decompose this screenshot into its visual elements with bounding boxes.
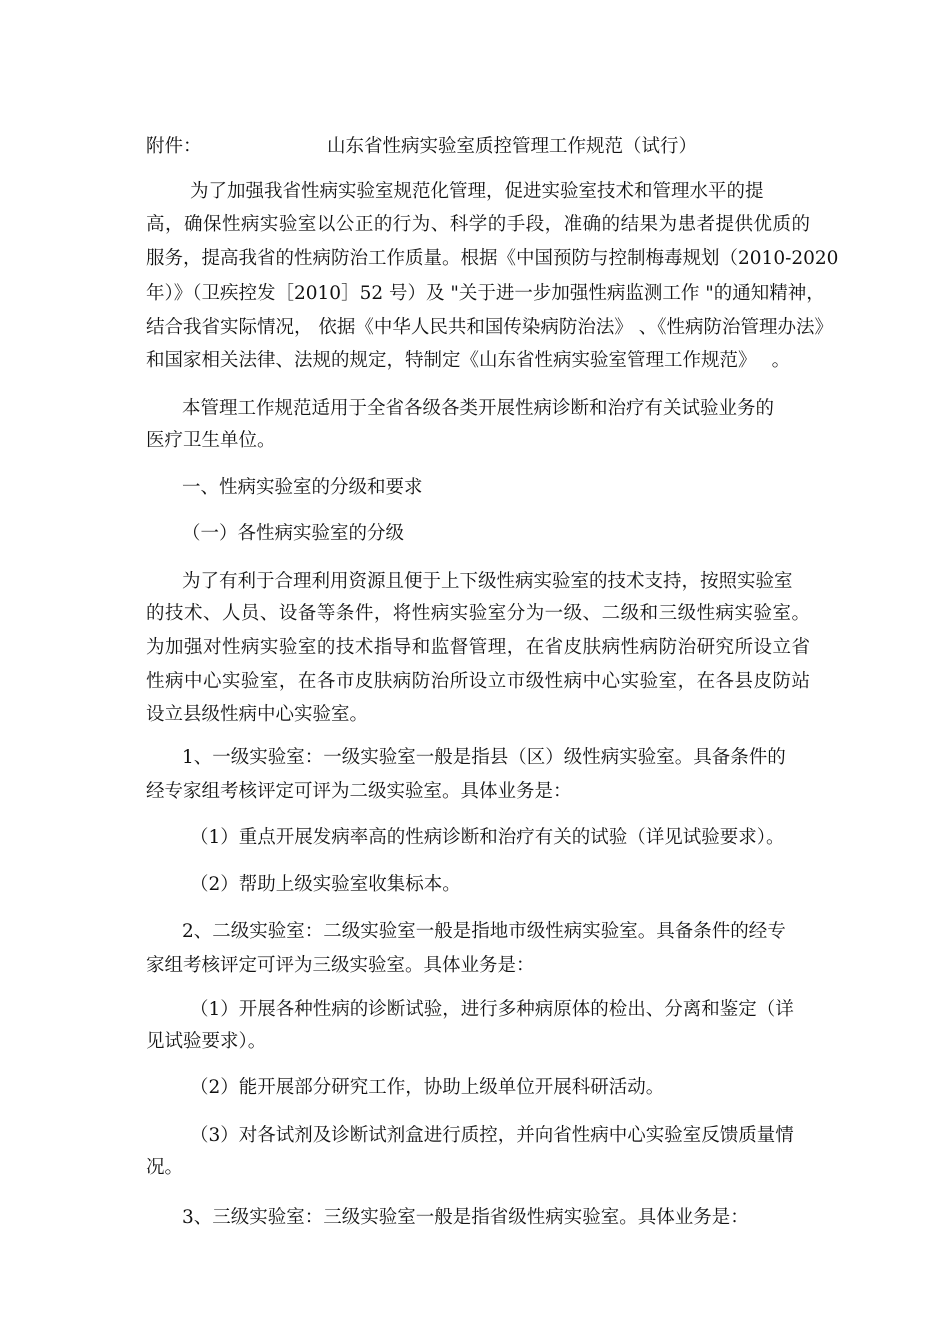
- classification-line: 性病中心实验室，在各市皮肤病防治所设立市级性病中心实验室，在各县皮防站: [146, 671, 810, 692]
- level1-item: （2）帮助上级实验室收集标本。: [190, 874, 461, 895]
- level1-line: 经专家组考核评定可评为二级实验室。具体业务是：: [146, 781, 572, 802]
- level1-item: （1）重点开展发病率高的性病诊断和治疗有关的试验（详见试验要求）。: [190, 827, 785, 848]
- level2-item: （3）对各试剂及诊断试剂盒进行质控，并向省性病中心实验室反馈质量情: [190, 1125, 794, 1146]
- scope-line: 医疗卫生单位。: [146, 430, 276, 451]
- scope-line: 本管理工作规范适用于全省各级各类开展性病诊断和治疗有关试验业务的: [182, 398, 775, 419]
- level2-item-cont: 况。: [146, 1157, 184, 1178]
- intro-line: 和国家相关法律、法规的规定，特制定《山东省性病实验室管理工作规范》 。: [146, 350, 791, 371]
- level1-line: 1、一级实验室：一级实验室一般是指县（区）级性病实验室。具备条件的: [182, 747, 786, 768]
- classification-line: 的技术、人员、设备等条件，将性病实验室分为一级、二级和三级性病实验室。: [146, 603, 810, 624]
- classification-line: 设立县级性病中心实验室。: [146, 704, 369, 725]
- level2-item: （1）开展各种性病的诊断试验，进行多种病原体的检出、分离和鉴定（详: [190, 999, 794, 1020]
- intro-line: 高，确保性病实验室以公正的行为、科学的手段，准确的结果为患者提供优质的: [146, 214, 810, 235]
- level2-line: 家组考核评定可评为三级实验室。具体业务是：: [146, 955, 535, 976]
- header-row: [146, 135, 810, 159]
- document-title: 山东省性病实验室质控管理工作规范（试行）: [327, 136, 698, 157]
- level3-line: 3、三级实验室：三级实验室一般是指省级性病实验室。具体业务是：: [182, 1207, 749, 1228]
- section-heading: 一、性病实验室的分级和要求: [182, 477, 423, 498]
- classification-line: 为加强对性病实验室的技术指导和监督管理，在省皮肤病性病防治研究所设立省: [146, 637, 810, 658]
- attachment-label: 附件：: [146, 136, 202, 157]
- subsection-heading: （一）各性病实验室的分级: [182, 523, 405, 544]
- level2-line: 2、二级实验室：二级实验室一般是指地市级性病实验室。具备条件的经专: [182, 921, 786, 942]
- intro-line: 服务，提高我省的性病防治工作质量。根据《中国预防与控制梅毒规划（2010-2020: [146, 248, 839, 269]
- classification-line: 为了有利于合理利用资源且便于上下级性病实验室的技术支持，按照实验室: [182, 571, 793, 592]
- intro-line: 年）》（卫疾控发［2010］52 号）及 "关于进一步加强性病监测工作 "的通知精神，: [146, 283, 825, 304]
- level2-item-cont: 见试验要求）。: [146, 1031, 267, 1052]
- intro-line: 结合我省实际情况， 依据《中华人民共和国传染病防治法》 、《性病防治管理办法》: [146, 317, 834, 338]
- level2-item: （2）能开展部分研究工作，协助上级单位开展科研活动。: [190, 1077, 665, 1098]
- intro-line: 为了加强我省性病实验室规范化管理，促进实验室技术和管理水平的提: [190, 181, 764, 202]
